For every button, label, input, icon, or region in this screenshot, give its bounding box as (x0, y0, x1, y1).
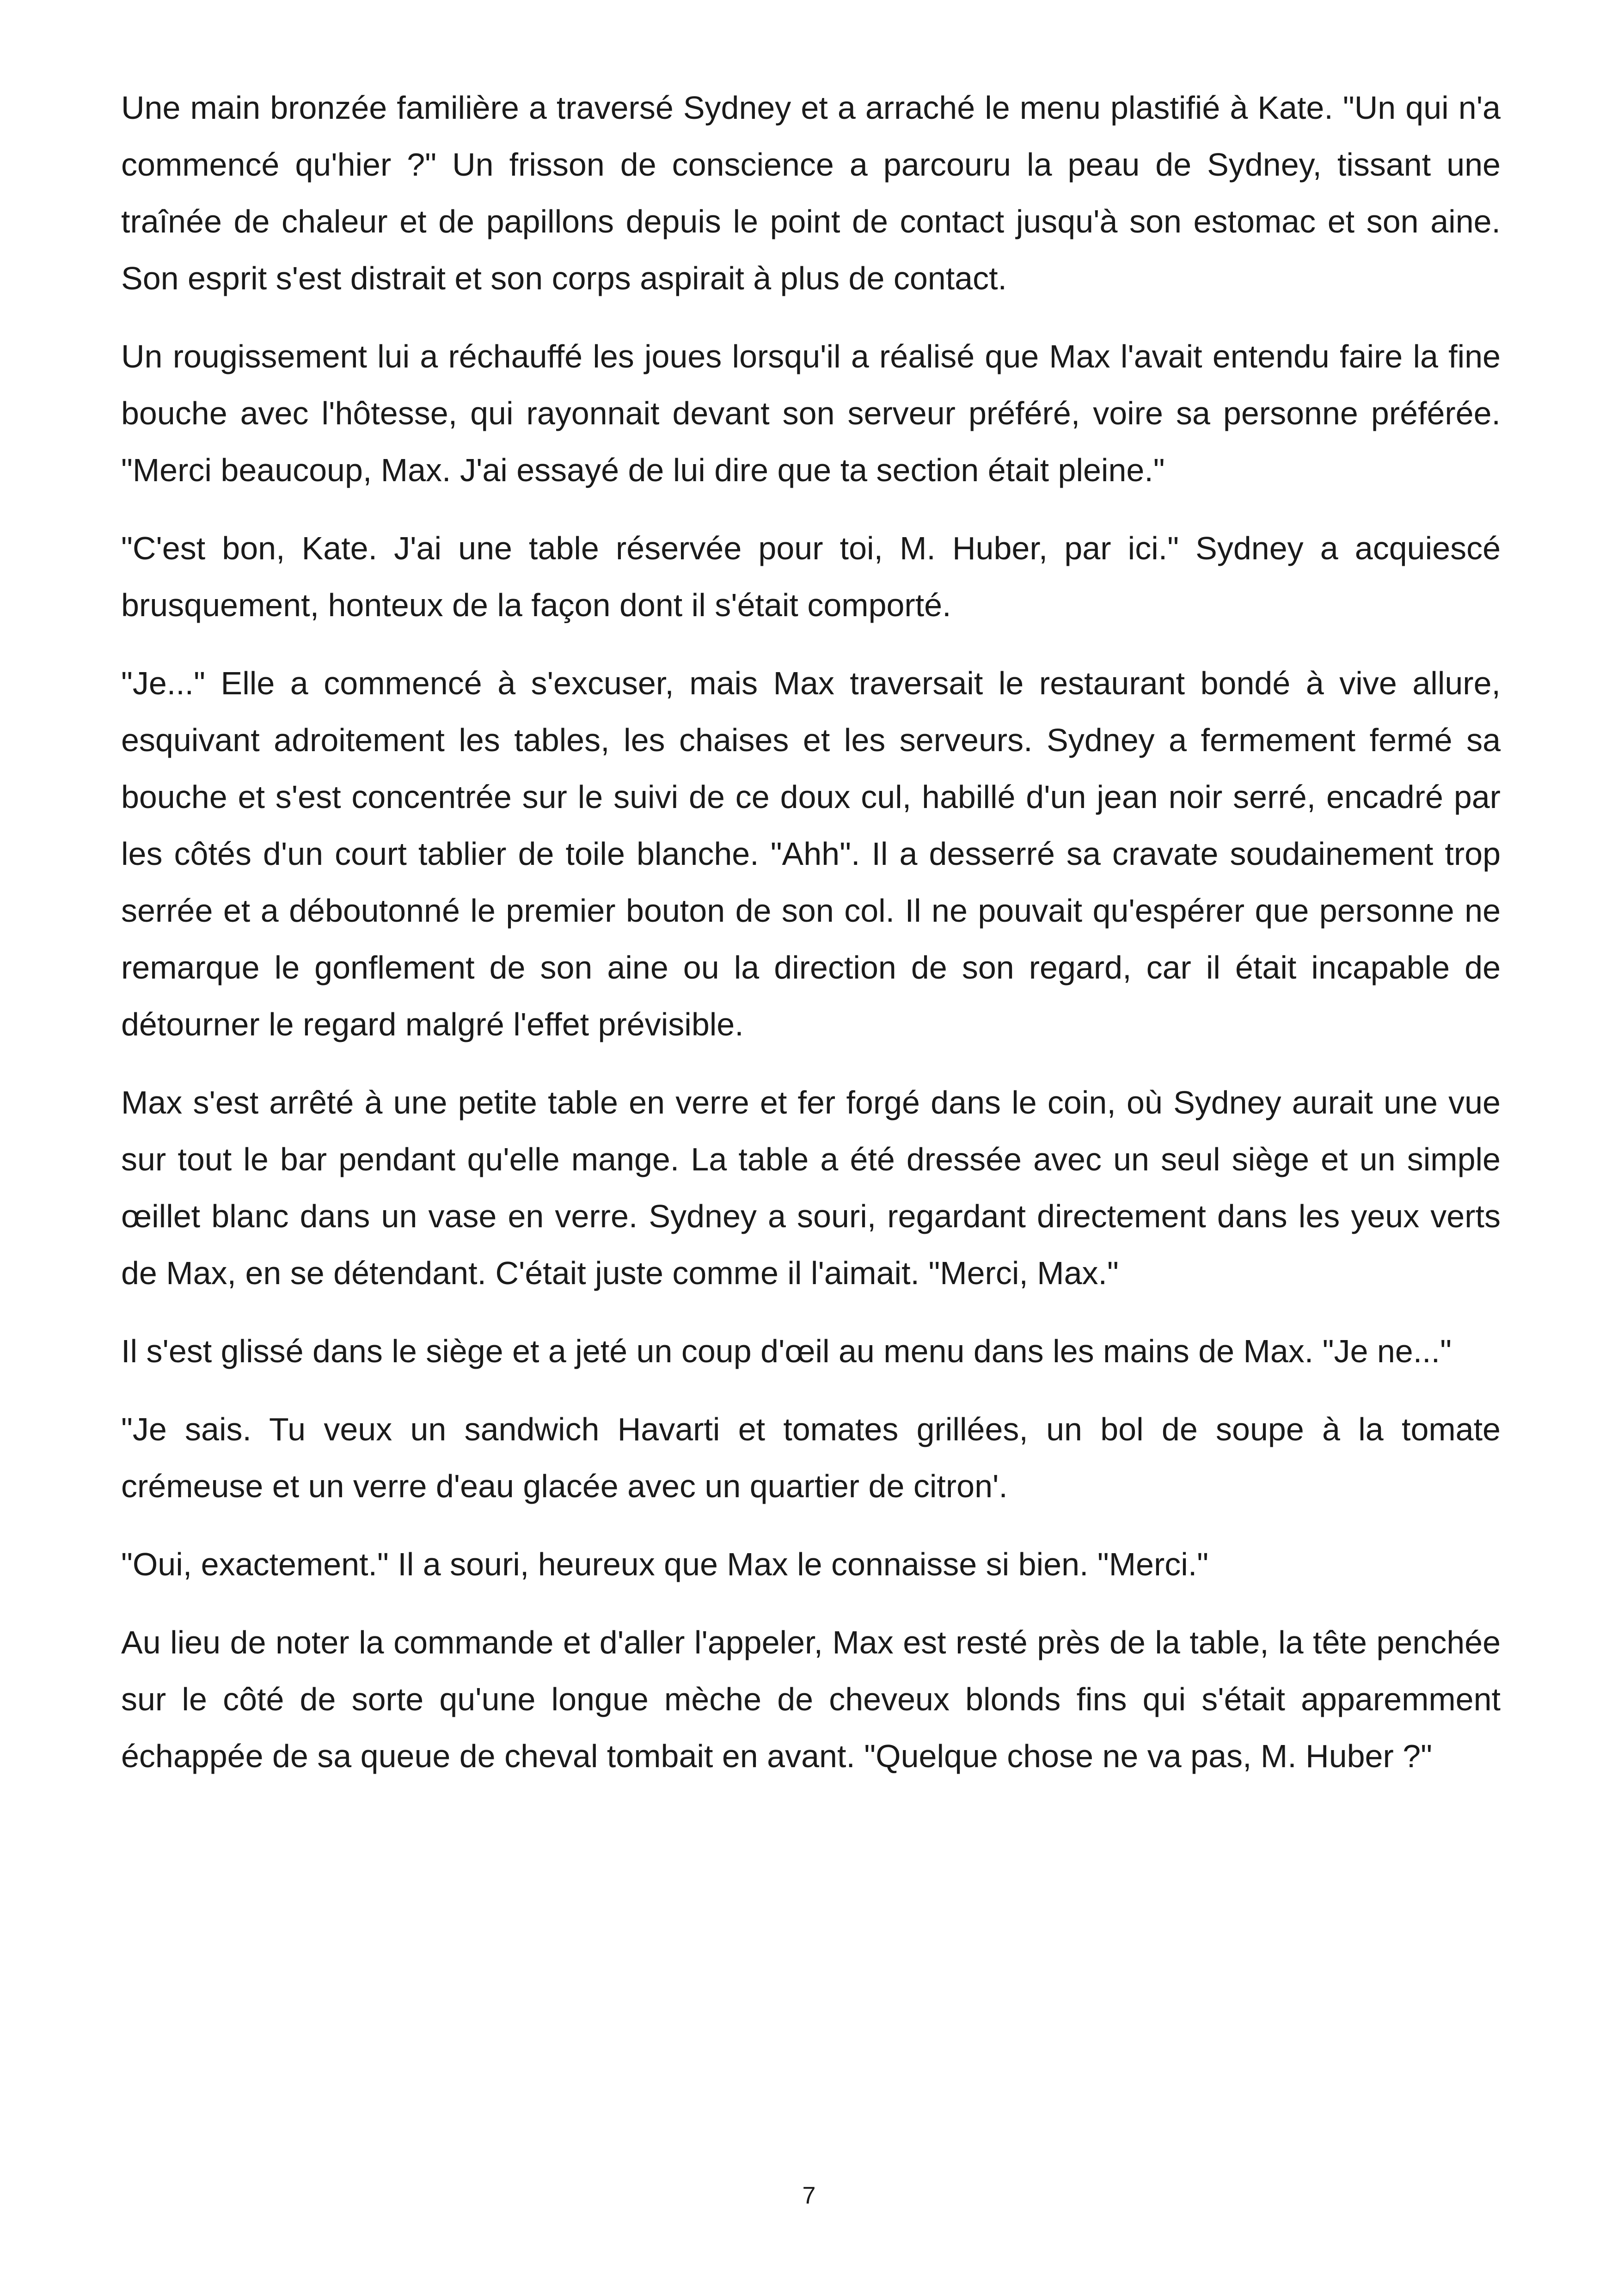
paragraph-4: "Je..." Elle a commencé à s'excuser, mais Max traversait le restaurant bondé à vive allure, esquivant adroitement les tables, les chaises et les serveurs. Sydney a fermement fermé sa bouche et s'est concentrée sur le suivi de ce doux cul, habillé d'un jean noir serré, encadré par les côtés d'un court tablier de toile blanche. "Ahh". Il a desserré sa cravate soudainement trop serrée et a déboutonné le premier bouton de son col. Il ne pouvait qu'espérer que personne ne remarque le gonflement de son aine ou la direction de son regard, car il était incapable de détourner le regard malgré l'effet prévisible. (121, 665, 1501, 1042)
paragraph-3: "C'est bon, Kate. J'ai une table réservée pour toi, M. Huber, par ici." Sydney a acquiescé brusquement, honteux de la façon dont il s'était comporté. (121, 530, 1501, 623)
paragraph-8: "Oui, exactement." Il a souri, heureux que Max le connaisse si bien. "Merci." (121, 1546, 1209, 1582)
paragraph-9: Au lieu de noter la commande et d'aller l'appeler, Max est resté près de la table, la tête penchée sur le côté de sorte qu'une longue mèche de cheveux blonds fins qui s'était apparemment échappée de sa queue de cheval tombait en avant. "Quelque chose ne va pas, M. Huber ?" (121, 1624, 1501, 1774)
paragraph-2: Un rougissement lui a réchauffé les joues lorsqu'il a réalisé que Max l'avait entendu faire la fine bouche avec l'hôtesse, qui rayonnait devant son serveur préféré, voire sa personne préférée. "Merci beaucoup, Max. J'ai essayé de lui dire que ta section était pleine." (121, 338, 1501, 488)
page-number: 7 (802, 2182, 816, 2209)
paragraph-5: Max s'est arrêté à une petite table en verre et fer forgé dans le coin, où Sydney aurait une vue sur tout le bar pendant qu'elle mange. La table a été dressée avec un seul siège et un simple œillet blanc dans un vase en verre. Sydney a souri, regardant directement dans les yeux verts de Max, en se détendant. C'était juste comme il l'aimait. "Merci, Max." (121, 1084, 1501, 1291)
paragraph-1: Une main bronzée familière a traversé Sydney et a arraché le menu plastifié à Kate. "Un qui n'a commencé qu'hier ?" Un frisson de conscience a parcouru la peau de Sydney, tissant une traînée de chaleur et de papillons depuis le point de contact jusqu'à son estomac et son aine. Son esprit s'est distrait et son corps aspirait à plus de contact. (121, 90, 1501, 296)
body-text (121, 80, 1501, 1806)
paragraph-7: "Je sais. Tu veux un sandwich Havarti et tomates grillées, un bol de soupe à la tomate crémeuse et un verre d'eau glacée avec un quartier de citron'. (121, 1411, 1501, 1504)
paragraph-6: Il s'est glissé dans le siège et a jeté un coup d'œil au menu dans les mains de Max. "Je ne..." (121, 1333, 1452, 1369)
